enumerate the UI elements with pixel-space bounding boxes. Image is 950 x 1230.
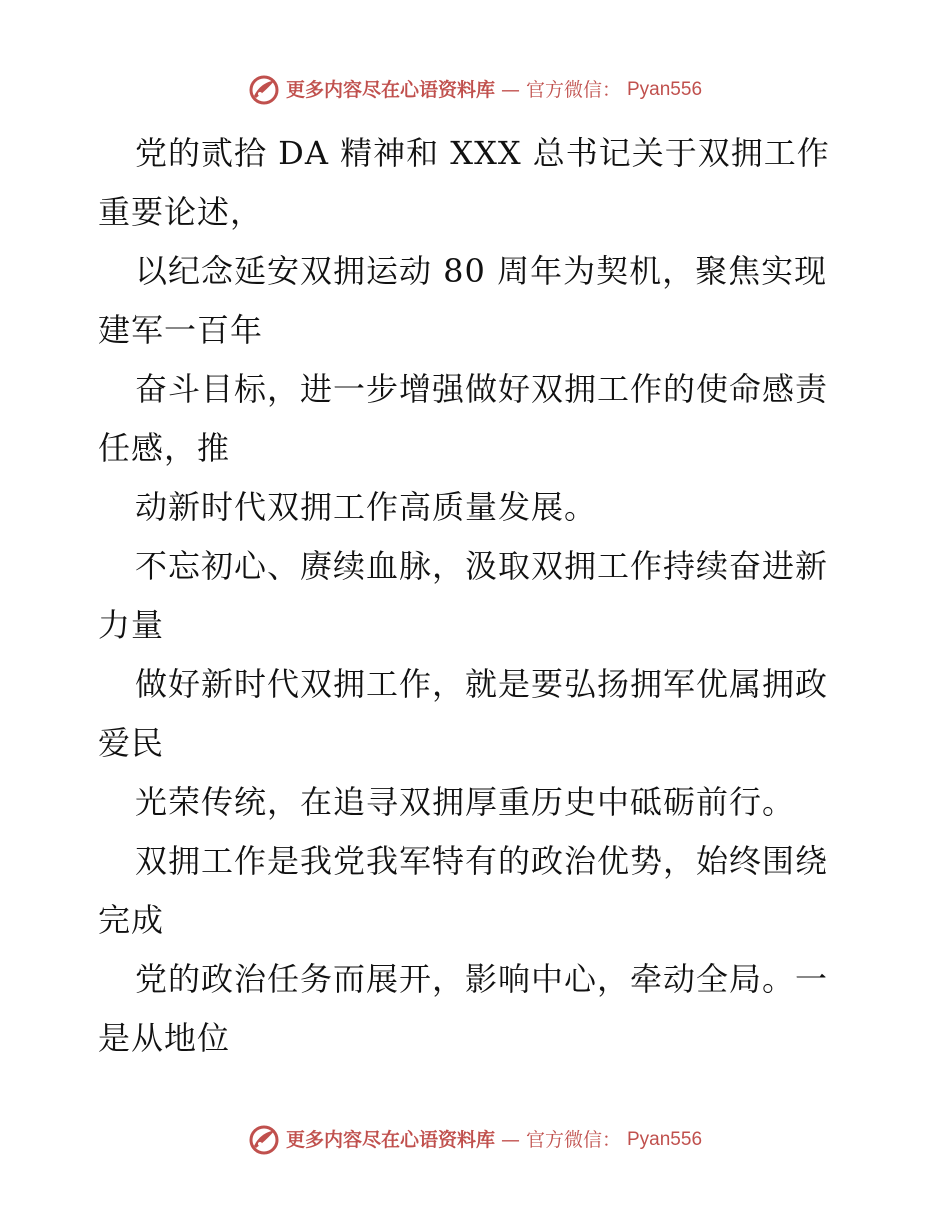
footer-wechat-label: 官方微信：	[525, 1129, 621, 1151]
footer-banner-text: 更多内容尽在心语资料库	[285, 1129, 495, 1151]
paragraph-6: 做好新时代双拥工作，就是要弘扬拥军优属拥政爱民	[98, 665, 829, 762]
header-banner	[0, 74, 950, 106]
paragraph-9: 党的政治任务而展开，影响中心，牵动全局。一是从地位	[98, 960, 829, 1057]
paragraph-1: 党的贰拾 DA 精神和 XXX 总书记关于双拥工作重要论述，	[98, 134, 830, 231]
paragraph-8: 双拥工作是我党我军特有的政治优势，始终围绕完成	[98, 842, 829, 939]
header-wechat-label: 官方微信：	[525, 79, 621, 101]
paragraph-4: 动新时代双拥工作高质量发展。	[135, 488, 598, 526]
footer-banner	[0, 1124, 950, 1156]
paragraph-2: 以纪念延安双拥运动 80 周年为契机，聚焦实现建军一百年	[98, 252, 828, 349]
paragraph-5: 不忘初心、赓续血脉，汲取双拥工作持续奋进新力量	[98, 547, 829, 644]
paragraph-3: 奋斗目标，进一步增强做好双拥工作的使命感责任感，推	[98, 370, 829, 467]
footer-wechat-id: Pyan556	[627, 1129, 703, 1150]
ink-pen-logo-icon	[248, 74, 280, 106]
footer-banner-separator: —	[500, 1129, 520, 1151]
paragraph-7: 光荣传统，在追寻双拥厚重历史中砥砺前行。	[135, 783, 796, 821]
document-body	[98, 124, 858, 1068]
header-banner-text: 更多内容尽在心语资料库	[285, 79, 495, 101]
header-banner-separator: —	[500, 79, 520, 101]
header-wechat-id: Pyan556	[627, 79, 703, 100]
ink-pen-logo-icon	[248, 1124, 280, 1156]
